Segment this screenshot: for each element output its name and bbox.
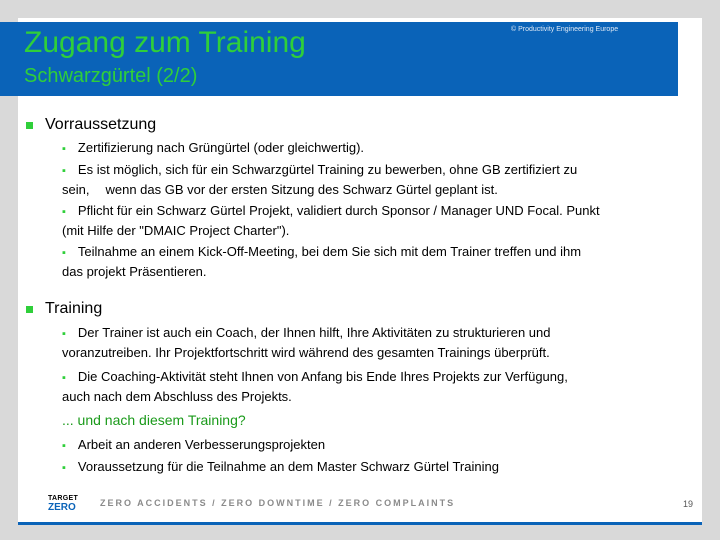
list-item-continuation: [62, 221, 692, 241]
bullet-icon: ▪: [62, 165, 66, 177]
list-item: [62, 160, 692, 181]
list-item-text: sein,: [62, 182, 90, 197]
slide-title: Zugang zum Training: [24, 26, 306, 59]
section-heading-vorraussetzung: [26, 116, 156, 134]
list-item-continuation: [62, 387, 692, 407]
slide-subtitle: Schwarzgürtel (2/2): [24, 65, 198, 87]
target-zero-logo: [48, 495, 86, 513]
list-item: [62, 138, 692, 159]
list-item: [62, 457, 692, 478]
logo-bottom-text: ZERO: [48, 502, 76, 513]
list-item-continuation: [62, 343, 692, 363]
square-bullet-icon: [26, 122, 33, 129]
list-item-text: Arbeit an anderen Verbesserungsprojekten: [77, 437, 326, 452]
bullet-icon: ▪: [62, 462, 66, 474]
list-item-continuation: [62, 180, 692, 200]
list-item: [62, 435, 692, 456]
list-item-text: voranzutreiben. Ihr Projektfortschritt wird während des gesamten Trainings überprüft.: [62, 345, 550, 360]
list-item-text: Der Trainer ist auch ein Coach, der Ihnen hilft, Ihre Aktivitäten zu strukturieren und: [77, 325, 551, 340]
list-item: [62, 367, 692, 388]
list-item: [62, 242, 692, 263]
bullet-icon: ▪: [62, 206, 66, 218]
copyright-notice: © Productivity Engineering Europe: [511, 26, 619, 33]
section-heading-training: [26, 300, 102, 318]
list-item: [62, 201, 692, 222]
page-number: 19: [683, 499, 694, 509]
list-item-text: auch nach dem Abschluss des Projekts.: [62, 389, 292, 404]
footer-bar: [18, 522, 702, 525]
list-item-continuation: [62, 262, 692, 282]
logo-top-text: TARGET: [48, 495, 79, 502]
list-item-text: (mit Hilfe der "DMAIC Project Charter").: [62, 223, 290, 238]
list-item-text: Es ist möglich, sich für ein Schwarzgürtel Training zu bewerben, ohne GB zertifiziert zu: [77, 162, 578, 177]
after-training-heading: ... und nach diesem Training?: [62, 412, 246, 428]
footer-tagline: ZERO ACCIDENTS / ZERO DOWNTIME / ZERO COMPLAINTS: [100, 498, 456, 508]
section-heading-text: Vorraussetzung: [45, 116, 157, 133]
bullet-icon: ▪: [62, 328, 66, 340]
bullet-icon: ▪: [62, 440, 66, 452]
list-item-text: Voraussetzung für die Teilnahme an dem Master Schwarz Gürtel Training: [77, 459, 499, 474]
list-item: [62, 323, 692, 344]
bullet-icon: ▪: [62, 372, 66, 384]
bullet-icon: ▪: [62, 247, 66, 259]
square-bullet-icon: [26, 306, 33, 313]
list-item-text: Zertifizierung nach Grüngürtel (oder gleichwertig).: [77, 140, 365, 155]
list-item-text: Pflicht für ein Schwarz Gürtel Projekt, validiert durch Sponsor / Manager UND Focal. Punkt: [77, 203, 600, 218]
list-item-text: wenn das GB vor der ersten Sitzung des Schwarz Gürtel geplant ist.: [105, 182, 498, 197]
list-item-text: Teilnahme an einem Kick-Off-Meeting, bei dem Sie sich mit dem Trainer treffen und ihm: [77, 244, 582, 259]
list-item-text: Die Coaching-Aktivität steht Ihnen von Anfang bis Ende Ihres Projekts zur Verfügung,: [77, 369, 568, 384]
bullet-icon: ▪: [62, 143, 66, 155]
list-item-text: das projekt Präsentieren.: [62, 264, 207, 279]
section-heading-text: Training: [45, 300, 103, 317]
